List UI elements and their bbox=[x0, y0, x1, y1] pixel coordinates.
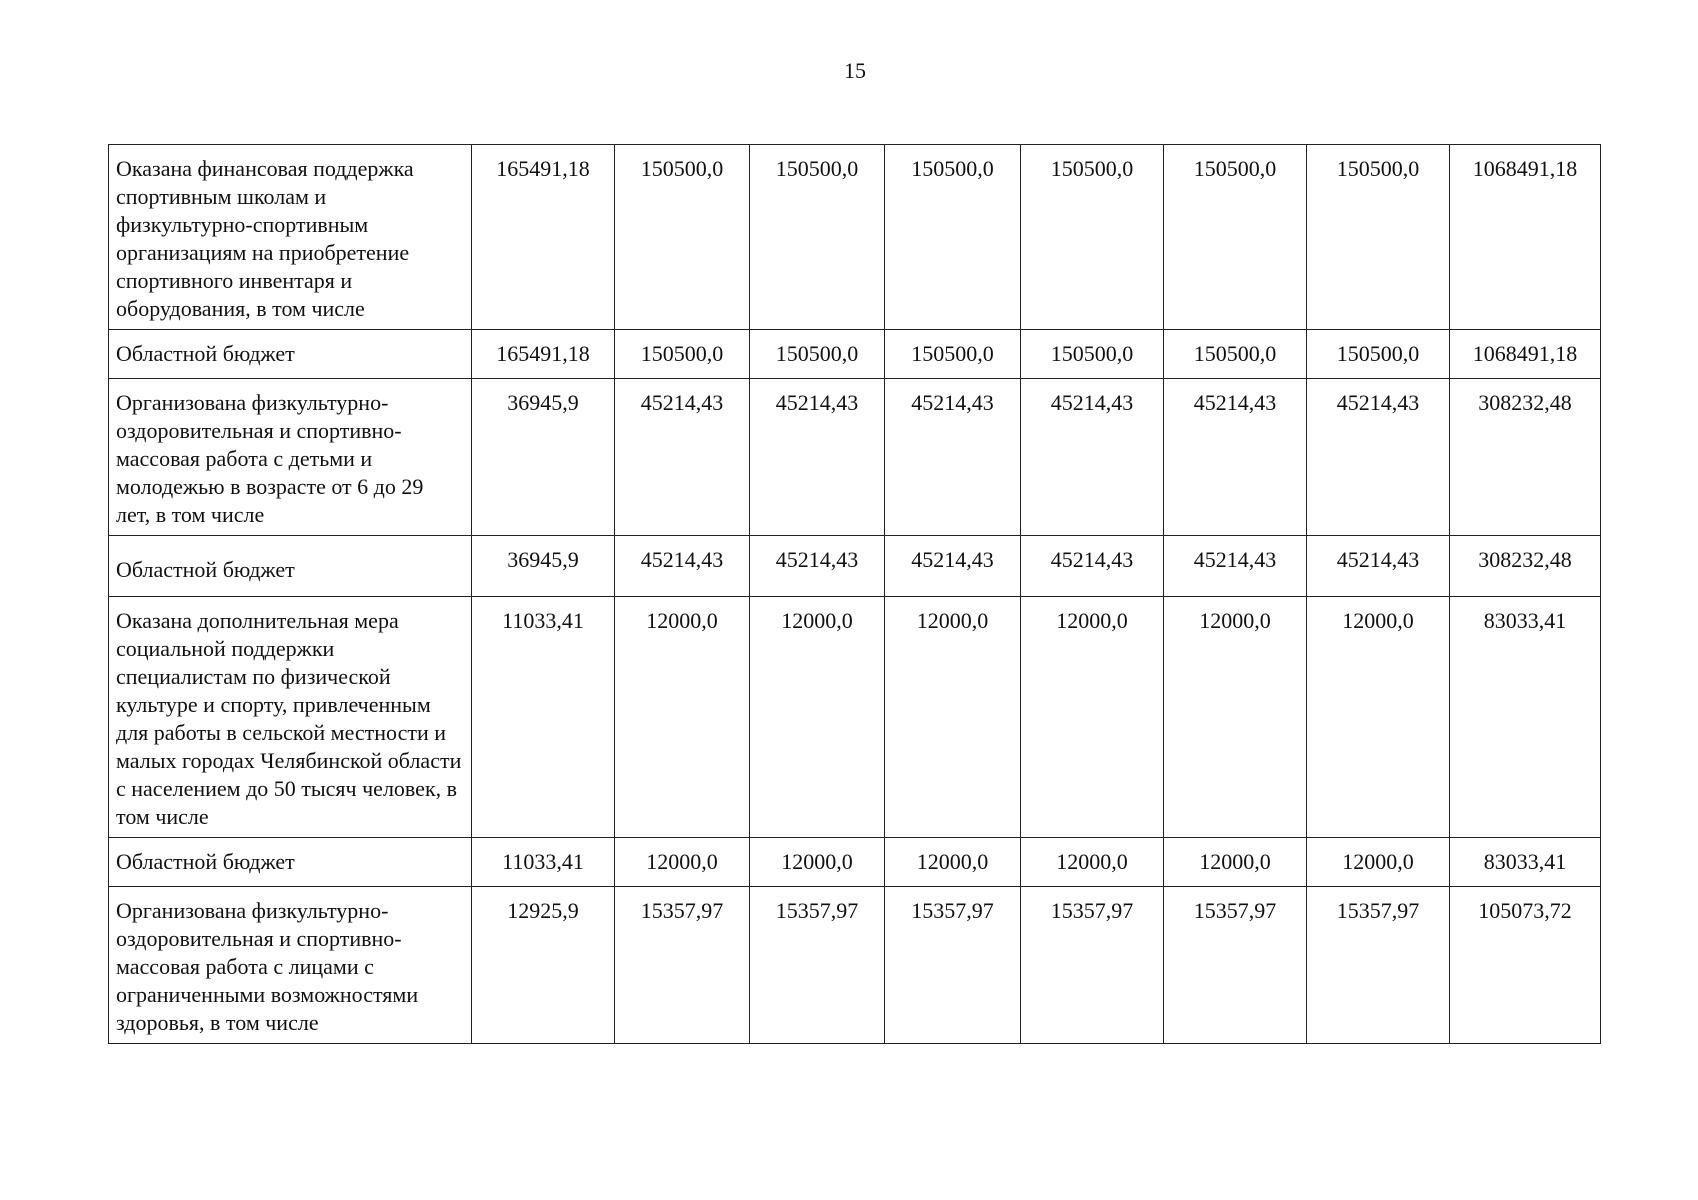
value-cell: 15357,97 bbox=[885, 887, 1021, 1044]
value-cell: 15357,97 bbox=[1164, 887, 1307, 1044]
value-cell: 15357,97 bbox=[1021, 887, 1164, 1044]
value-cell: 45214,43 bbox=[750, 379, 885, 536]
value-cell: 15357,97 bbox=[615, 887, 750, 1044]
value-cell: 12000,0 bbox=[1021, 838, 1164, 887]
value-cell: 45214,43 bbox=[885, 379, 1021, 536]
total-cell: 83033,41 bbox=[1450, 838, 1601, 887]
row-label: Организована физкультурно-оздоровительная и спортивно-массовая работа с лицами с ограниченными возможностями здоровья, в том числе bbox=[109, 887, 472, 1044]
value-cell: 12000,0 bbox=[750, 597, 885, 838]
value-cell: 150500,0 bbox=[885, 145, 1021, 330]
budget-table bbox=[108, 144, 1601, 1044]
value-cell: 150500,0 bbox=[1164, 330, 1307, 379]
value-cell: 45214,43 bbox=[1021, 536, 1164, 597]
value-cell: 150500,0 bbox=[615, 330, 750, 379]
value-cell: 15357,97 bbox=[750, 887, 885, 1044]
value-cell: 11033,41 bbox=[472, 838, 615, 887]
value-cell: 36945,9 bbox=[472, 536, 615, 597]
value-cell: 45214,43 bbox=[615, 536, 750, 597]
table-row bbox=[109, 887, 1601, 1044]
value-cell: 12000,0 bbox=[750, 838, 885, 887]
table-row bbox=[109, 330, 1601, 379]
table-row bbox=[109, 597, 1601, 838]
value-cell: 12000,0 bbox=[1164, 597, 1307, 838]
value-cell: 12000,0 bbox=[885, 838, 1021, 887]
table-row bbox=[109, 838, 1601, 887]
value-cell: 150500,0 bbox=[1164, 145, 1307, 330]
total-cell: 83033,41 bbox=[1450, 597, 1601, 838]
row-label: Оказана финансовая поддержка спортивным школам и физкультурно-спортивным организациям на приобретение спортивного инвентаря и оборудования, в том числе bbox=[109, 145, 472, 330]
value-cell: 150500,0 bbox=[1307, 145, 1450, 330]
table-row bbox=[109, 145, 1601, 330]
value-cell: 12000,0 bbox=[1307, 597, 1450, 838]
value-cell: 165491,18 bbox=[472, 330, 615, 379]
row-label: Областной бюджет bbox=[109, 536, 472, 597]
value-cell: 12000,0 bbox=[885, 597, 1021, 838]
value-cell: 45214,43 bbox=[1164, 379, 1307, 536]
table-row bbox=[109, 536, 1601, 597]
value-cell: 165491,18 bbox=[472, 145, 615, 330]
row-label: Областной бюджет bbox=[109, 330, 472, 379]
value-cell: 150500,0 bbox=[750, 330, 885, 379]
total-cell: 1068491,18 bbox=[1450, 145, 1601, 330]
value-cell: 15357,97 bbox=[1307, 887, 1450, 1044]
value-cell: 150500,0 bbox=[750, 145, 885, 330]
total-cell: 308232,48 bbox=[1450, 379, 1601, 536]
value-cell: 150500,0 bbox=[1307, 330, 1450, 379]
value-cell: 150500,0 bbox=[885, 330, 1021, 379]
value-cell: 12000,0 bbox=[1307, 838, 1450, 887]
value-cell: 45214,43 bbox=[1164, 536, 1307, 597]
value-cell: 12000,0 bbox=[615, 838, 750, 887]
value-cell: 12000,0 bbox=[615, 597, 750, 838]
value-cell: 45214,43 bbox=[615, 379, 750, 536]
value-cell: 11033,41 bbox=[472, 597, 615, 838]
row-label: Организована физкультурно-оздоровительная и спортивно-массовая работа с детьми и молодежью в возрасте от 6 до 29 лет, в том числе bbox=[109, 379, 472, 536]
value-cell: 12000,0 bbox=[1021, 597, 1164, 838]
table-row bbox=[109, 379, 1601, 536]
value-cell: 45214,43 bbox=[1307, 379, 1450, 536]
value-cell: 150500,0 bbox=[615, 145, 750, 330]
total-cell: 308232,48 bbox=[1450, 536, 1601, 597]
page-number: 15 bbox=[844, 58, 866, 83]
value-cell: 45214,43 bbox=[1021, 379, 1164, 536]
value-cell: 45214,43 bbox=[1307, 536, 1450, 597]
row-label: Областной бюджет bbox=[109, 838, 472, 887]
value-cell: 45214,43 bbox=[885, 536, 1021, 597]
value-cell: 12000,0 bbox=[1164, 838, 1307, 887]
total-cell: 1068491,18 bbox=[1450, 330, 1601, 379]
value-cell: 150500,0 bbox=[1021, 330, 1164, 379]
value-cell: 12925,9 bbox=[472, 887, 615, 1044]
value-cell: 36945,9 bbox=[472, 379, 615, 536]
value-cell: 45214,43 bbox=[750, 536, 885, 597]
row-label: Оказана дополнительная мера социальной поддержки специалистам по физической культуре и спорту, привлеченным для работы в сельской местности и малых городах Челябинской области с населением до 50 тысяч человек, в том числе bbox=[109, 597, 472, 838]
value-cell: 150500,0 bbox=[1021, 145, 1164, 330]
total-cell: 105073,72 bbox=[1450, 887, 1601, 1044]
